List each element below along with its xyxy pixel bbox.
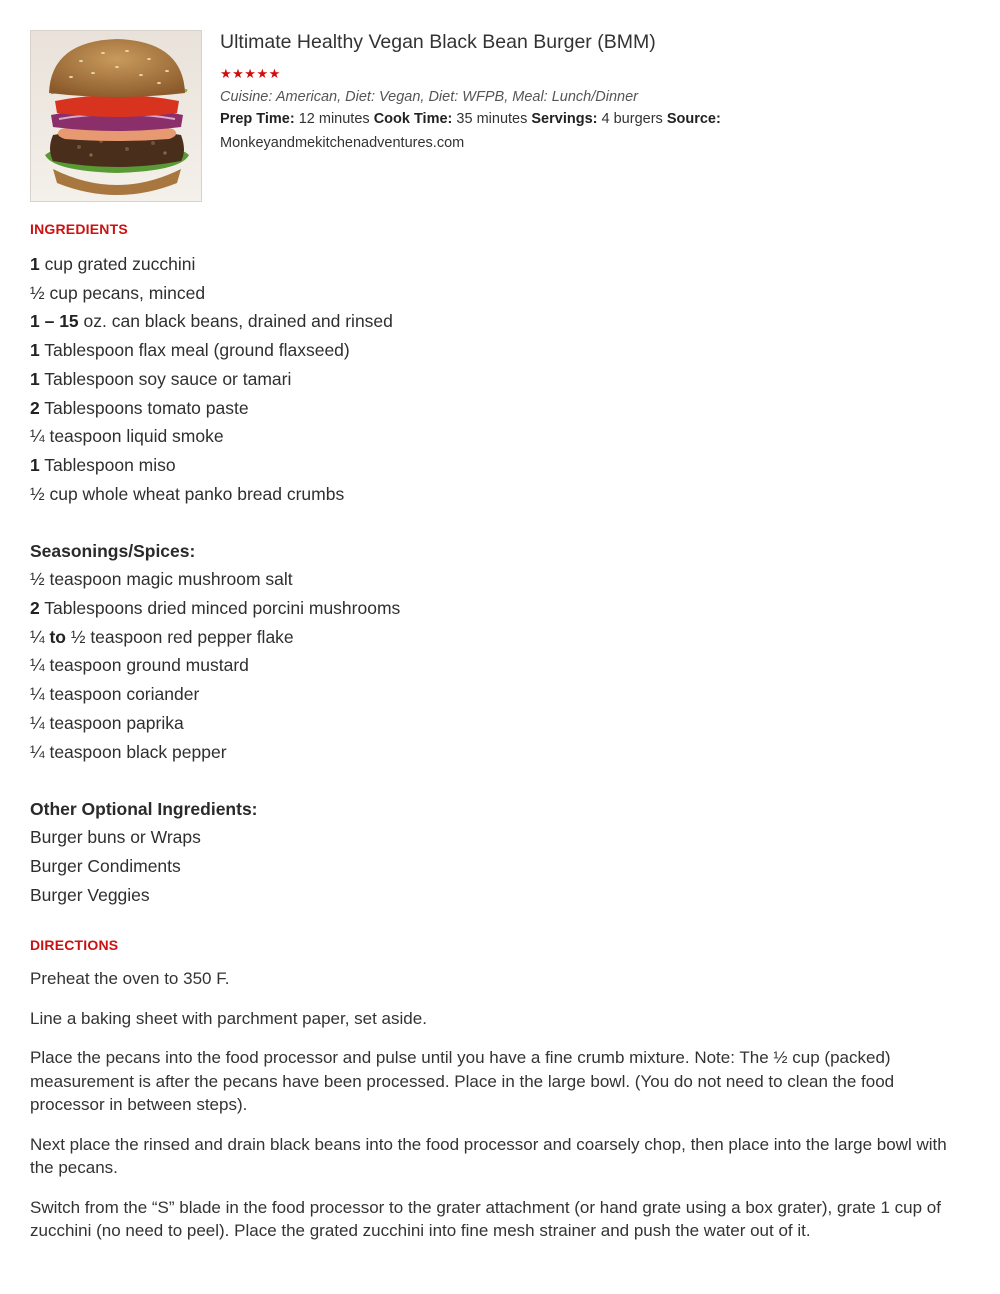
ingredient-text: cup grated zucchini — [39, 254, 196, 274]
seasonings-heading: Seasonings/Spices: — [30, 541, 196, 562]
seasoning-qty: 2 — [30, 598, 40, 619]
seasoning-item — [30, 738, 970, 767]
ingredient-item — [30, 279, 970, 308]
ingredient-qty: 1 — [30, 254, 40, 274]
ingredient-item — [30, 422, 970, 451]
direction-step: Preheat the oven to 350 F. — [30, 969, 230, 989]
seasoning-item — [30, 680, 970, 709]
seasoning-text: ¼ teaspoon paprika — [30, 712, 184, 733]
seasoning-item — [30, 594, 970, 623]
ingredient-qty: 2 — [30, 397, 40, 418]
optional-item: Burger Condiments — [30, 855, 181, 876]
recipe-times — [220, 107, 960, 155]
cook-time-label: Cook Time: — [373, 111, 453, 127]
directions-heading: DIRECTIONS — [30, 937, 119, 954]
ingredient-item — [30, 307, 970, 336]
seasoning-text: ¼ teaspoon coriander — [30, 684, 200, 705]
source-label: Source: — [666, 111, 721, 127]
seasoning-prefix: ¼ — [30, 626, 50, 647]
prep-time-value: 12 minutes — [298, 111, 370, 127]
ingredient-text: Tablespoons tomato paste — [39, 397, 249, 418]
source-value: Monkeyandmekitchenadventures.com — [220, 135, 465, 151]
seasoning-item — [30, 651, 970, 680]
rating-stars: ★★★★★ — [220, 66, 281, 81]
servings-label: Servings: — [531, 111, 598, 127]
servings-value: 4 burgers — [601, 111, 663, 127]
optional-item: Burger buns or Wraps — [30, 827, 201, 848]
seasoning-item — [30, 709, 970, 738]
seasoning-text: ½ teaspoon red pepper flake — [66, 626, 294, 647]
ingredient-qty: 1 — [30, 340, 40, 361]
optional-item: Burger Veggies — [30, 884, 150, 905]
ingredient-qty: 1 — [30, 454, 40, 475]
recipe-tags: Cuisine: American, Diet: Vegan, Diet: WFPB, Meal: Lunch/Dinner — [220, 89, 638, 105]
ingredient-text: ½ cup pecans, minced — [30, 282, 206, 303]
ingredient-qty: 1 — [30, 368, 40, 389]
ingredient-text: Tablespoon miso — [39, 454, 176, 475]
ingredient-item — [30, 480, 970, 509]
ingredient-text: ¼ teaspoon liquid smoke — [30, 426, 224, 447]
directions-list — [30, 967, 970, 1243]
ingredient-text: oz. can black beans, drained and rinsed — [78, 311, 393, 332]
ingredient-item — [30, 365, 970, 394]
optional-list — [30, 823, 970, 909]
ingredient-item — [30, 394, 970, 423]
seasoning-item — [30, 565, 970, 594]
cook-time-value: 35 minutes — [456, 111, 528, 127]
ingredient-list — [30, 250, 970, 508]
ingredient-qty: 1 – 15 — [30, 311, 79, 332]
burger-photo — [30, 30, 202, 202]
recipe-title: Ultimate Healthy Vegan Black Bean Burger (BMM) — [220, 31, 656, 53]
direction-step: Line a baking sheet with parchment paper, set aside. — [30, 1008, 427, 1028]
ingredient-text: Tablespoon soy sauce or tamari — [39, 368, 292, 389]
seasoning-text: ¼ teaspoon ground mustard — [30, 655, 249, 676]
seasoning-qty: to — [49, 626, 66, 647]
ingredient-text: ½ cup whole wheat panko bread crumbs — [30, 483, 345, 504]
ingredients-heading: INGREDIENTS — [30, 221, 128, 237]
seasoning-text: Tablespoons dried minced porcini mushrooms — [39, 598, 401, 619]
ingredient-item — [30, 336, 970, 365]
prep-time-label: Prep Time: — [220, 111, 295, 127]
optional-heading: Other Optional Ingredients: — [30, 799, 258, 820]
ingredient-item — [30, 451, 970, 480]
recipe-meta — [220, 28, 960, 155]
seasoning-text: ¼ teaspoon black pepper — [30, 741, 227, 762]
seasonings-list — [30, 565, 970, 766]
direction-step: Place the pecans into the food processor and pulse until you have a fine crumb mixture. Note: The ½ cup (packed) measurement is after the pecans have been processed. Place in the large bowl. (You do not need to clean the food processor in between steps). — [30, 1048, 895, 1115]
seasoning-item — [30, 623, 970, 652]
recipe-content — [30, 220, 970, 1259]
seasoning-text: ½ teaspoon magic mushroom salt — [30, 569, 293, 590]
direction-step: Next place the rinsed and drain black beans into the food processor and coarsely chop, then place into the large bowl with the pecans. — [30, 1134, 947, 1178]
direction-step: Switch from the “S” blade in the food processor to the grater attachment (or hand grate using a box grater), grate 1 cup of zucchini (no need to peel). Place the grated zucchini into fine mesh strainer and push the water out of it. — [30, 1197, 941, 1241]
ingredient-text: Tablespoon flax meal (ground flaxseed) — [39, 340, 350, 361]
ingredient-item — [30, 250, 970, 279]
